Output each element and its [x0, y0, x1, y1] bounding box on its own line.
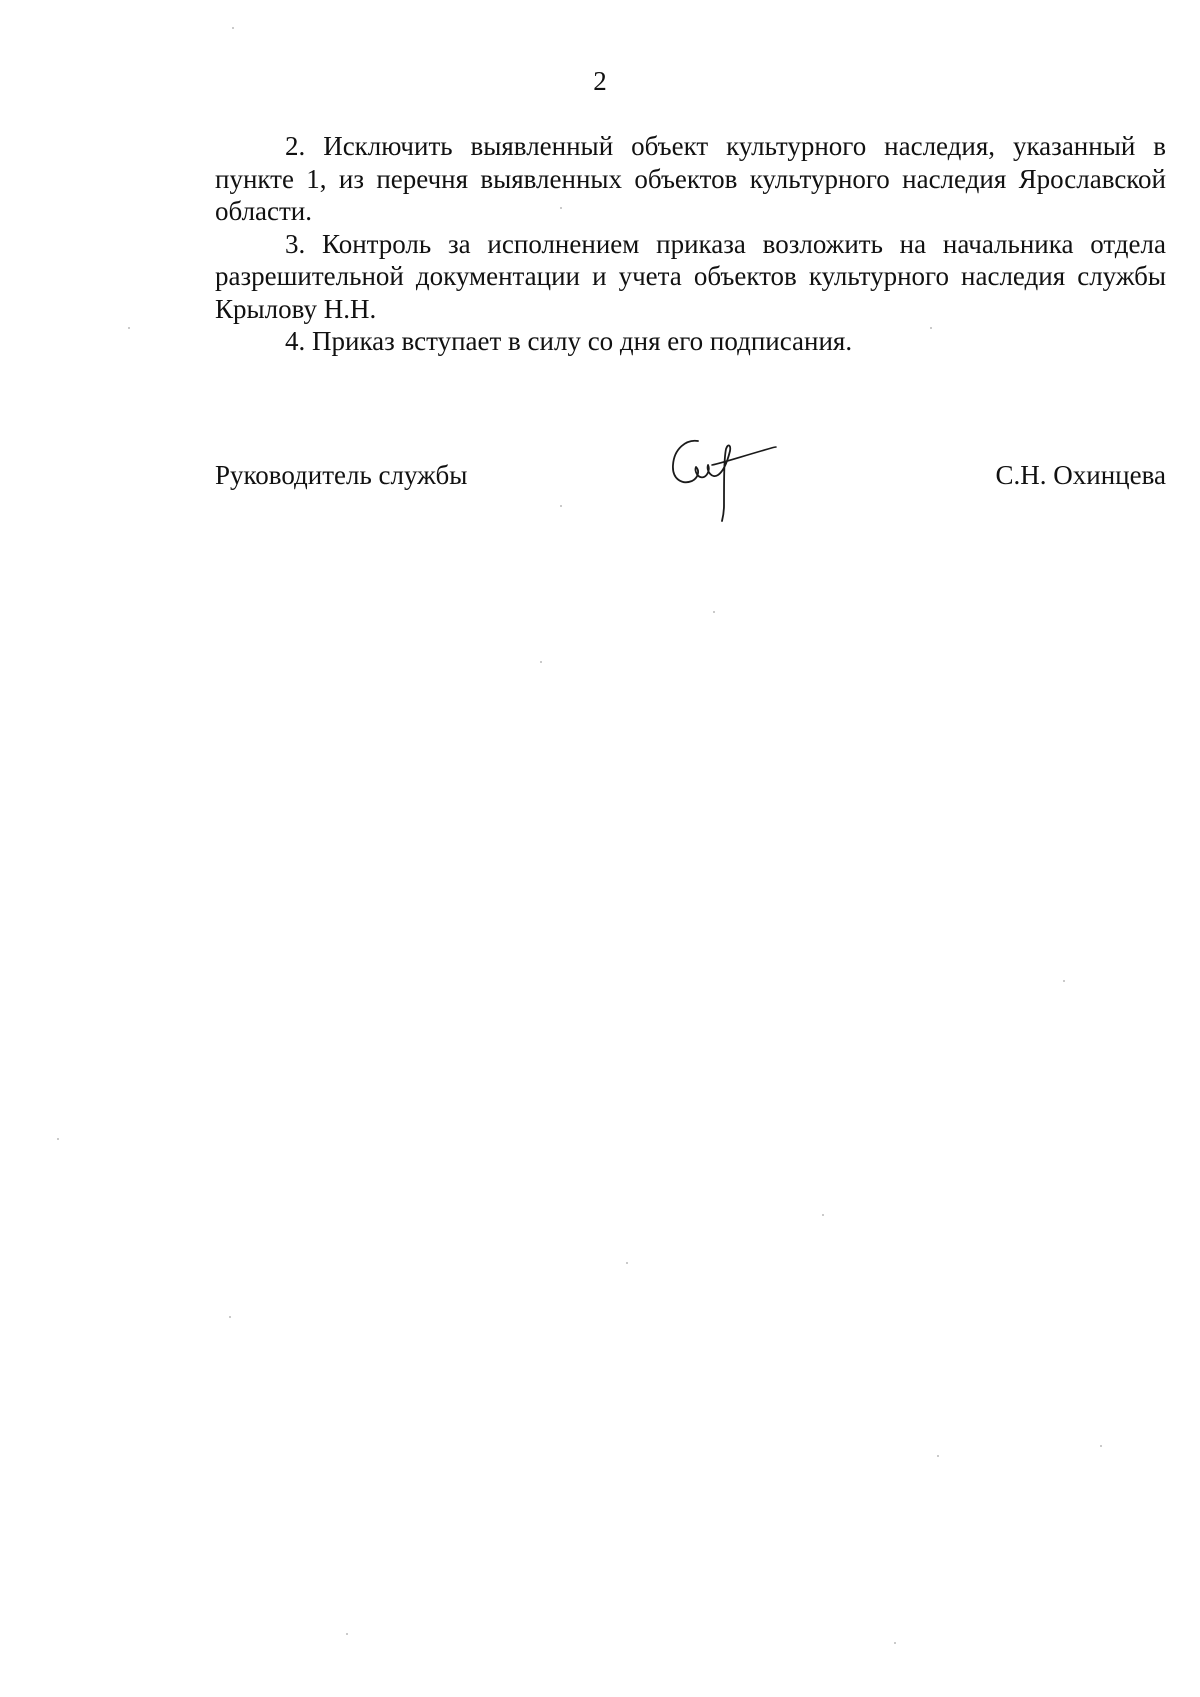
scan-speck — [1063, 980, 1065, 982]
handwritten-signature — [668, 435, 780, 525]
page-number: 2 — [593, 66, 607, 96]
scan-speck — [57, 1138, 59, 1140]
paragraph-2: 2. Исключить выявленный объект культурного наследия, указанный в пункте 1, из перечня выявленных объектов культурного наследия Ярославской области. — [215, 131, 1166, 226]
scan-speck — [713, 611, 715, 613]
scan-speck — [560, 207, 562, 209]
scan-speck — [229, 1316, 231, 1318]
signatory-name: С.Н. Охинцева — [995, 460, 1166, 490]
scan-speck — [894, 1642, 896, 1644]
scan-speck — [560, 505, 562, 507]
scan-speck — [930, 327, 932, 329]
scan-speck — [1100, 1445, 1102, 1447]
document-body — [215, 130, 1166, 358]
scan-speck — [128, 327, 130, 329]
scan-speck — [346, 1633, 348, 1635]
signatory-position: Руководитель службы — [215, 460, 468, 490]
scan-speck — [626, 1262, 628, 1264]
scan-speck — [937, 1455, 939, 1457]
scan-speck — [232, 27, 234, 29]
paragraph-3: 3. Контроль за исполнением приказа возложить на начальника отдела разрешительной документации и учета объектов культурного наследия службы Крылову Н.Н. — [215, 228, 1166, 324]
paragraph-4: 4. Приказ вступает в силу со дня его подписания. — [285, 326, 853, 356]
scan-speck — [540, 661, 542, 663]
scan-speck — [822, 1214, 824, 1216]
